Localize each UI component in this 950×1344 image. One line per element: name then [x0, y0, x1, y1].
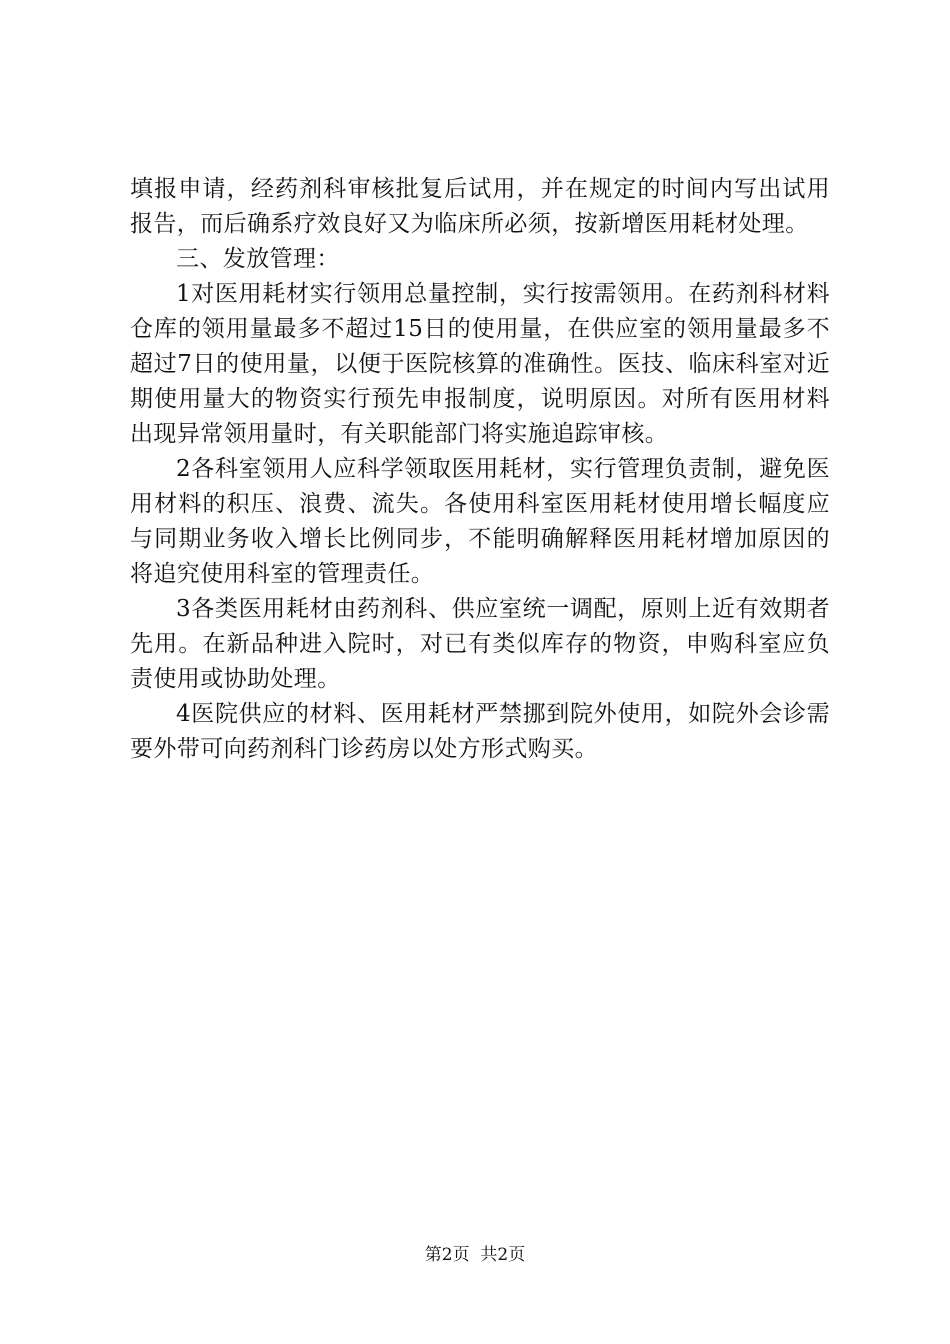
paragraph: 填报申请，经药剂科审核批复后试用，并在规定的时间内写出试用报告，而后确系疗效良好又为临床所必须，按新增医用耗材处理。: [130, 176, 830, 237]
page-footer: [0, 1243, 950, 1267]
paragraph: 2各科室领用人应科学领取医用耗材，实行管理负责制，避免医用材料的积压、浪费、流失。各使用科室医用耗材使用增长幅度应与同期业务收入增长比例同步，不能明确解释医用耗材增加原因的将追究使用科室的管理责任。: [130, 456, 830, 587]
paragraph: 4医院供应的材料、医用耗材严禁挪到院外使用，如院外会诊需要外带可向药剂科门诊药房以处方形式购买。: [130, 701, 830, 762]
paragraph: 1对医用耗材实行领用总量控制，实行按需领用。在药剂科材料仓库的领用量最多不超过15日的使用量，在供应室的领用量最多不超过7日的使用量，以便于医院核算的准确性。医技、临床科室对近期使用量大的物资实行预先申报制度，说明原因。对所有医用材料出现异常领用量时，有关职能部门将实施追踪审核。: [130, 281, 830, 447]
paragraph: 3各类医用耗材由药剂科、供应室统一调配，原则上近有效期者先用。在新品种进入院时，对已有类似库存的物资，申购科室应负责使用或协助处理。: [130, 596, 830, 692]
section-heading: 三、发放管理：: [176, 246, 340, 272]
document-body: [130, 172, 830, 767]
page-total: 共2页: [480, 1245, 526, 1265]
page-number: 第2页: [424, 1245, 470, 1265]
footer-spacer: [470, 1245, 481, 1265]
